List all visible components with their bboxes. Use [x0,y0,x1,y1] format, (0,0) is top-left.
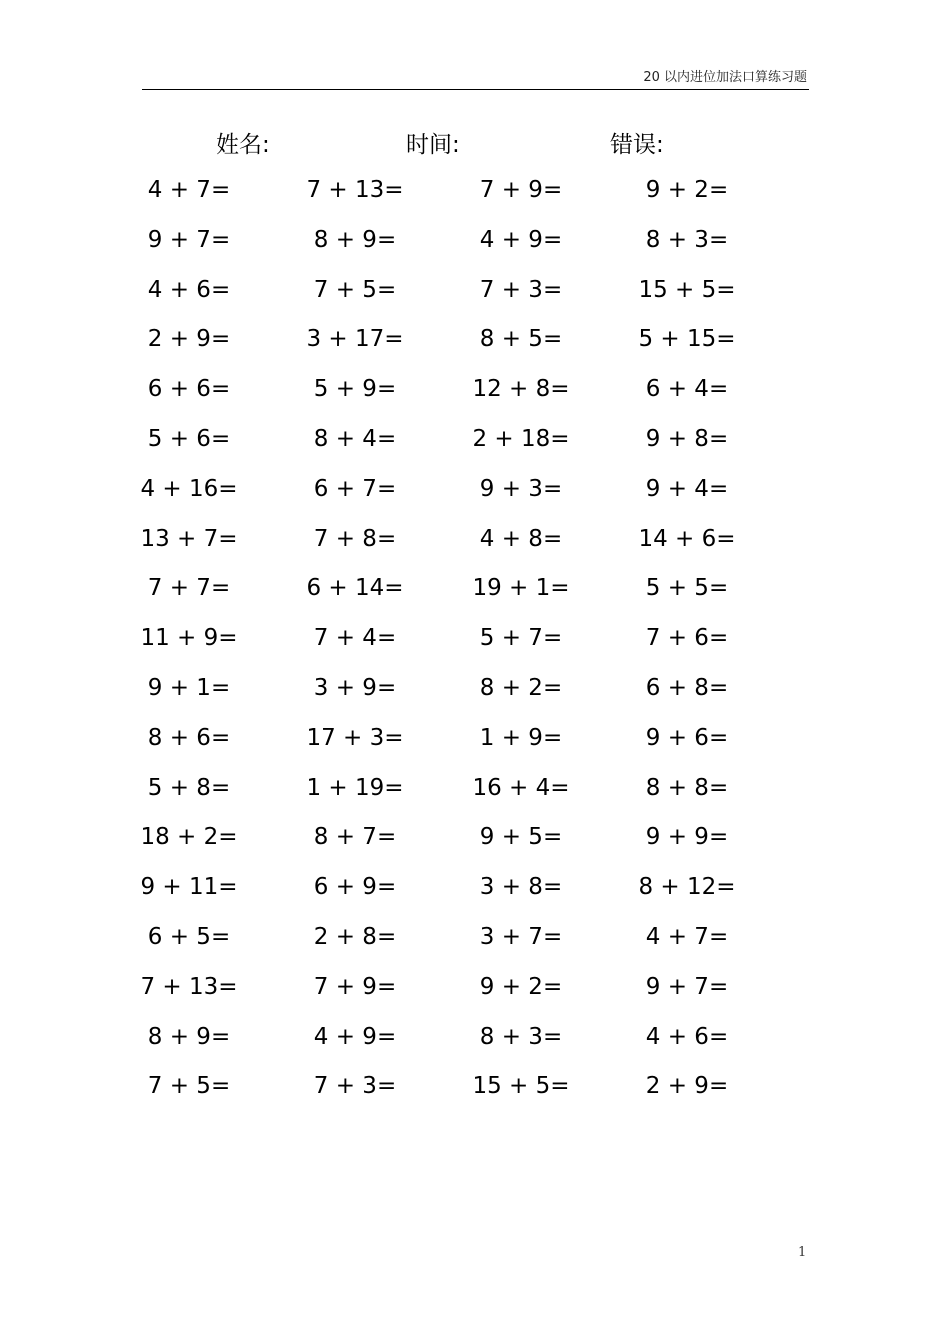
problem-item: 6 + 8= [645,674,729,701]
problem-grid [0,166,950,1112]
problem-row [0,863,950,913]
problem-item: 9 + 2= [645,177,729,203]
problem-item: 6 + 9= [313,874,397,901]
problem-item: 7 + 5= [313,276,397,303]
problem-row [0,365,950,415]
problem-row [0,664,950,714]
name-label: 姓名: [216,132,270,158]
problem-item: 2 + 8= [313,923,397,950]
errors-label: 错误: [610,132,664,158]
problem-row [0,216,950,266]
problem-item: 6 + 5= [147,923,231,950]
problem-item: 19 + 1= [472,575,570,602]
problem-item: 1 + 9= [479,724,563,751]
problem-item: 3 + 17= [306,326,404,353]
problem-item: 8 + 3= [645,226,729,253]
problem-item: 1 + 19= [306,774,404,801]
problem-item: 3 + 7= [479,923,563,950]
problem-item: 15 + 5= [472,1073,570,1100]
problem-row [0,564,950,614]
problem-item: 8 + 12= [638,874,736,901]
problem-item: 7 + 5= [147,1073,231,1100]
problem-item: 7 + 13= [306,177,404,203]
problem-item: 4 + 8= [479,525,563,552]
problem-item: 11 + 9= [140,625,238,652]
problem-item: 5 + 8= [147,774,231,801]
problem-item: 7 + 3= [313,1073,397,1100]
problem-item: 9 + 11= [140,874,238,901]
problem-row [0,266,950,316]
problem-item: 17 + 3= [306,724,404,751]
problem-item: 2 + 9= [645,1073,729,1100]
problem-item: 3 + 9= [313,674,397,701]
problem-item: 12 + 8= [472,376,570,403]
problem-item: 9 + 3= [479,475,563,502]
problem-item: 3 + 8= [479,874,563,901]
problem-item: 8 + 9= [147,1023,231,1050]
problem-item: 4 + 7= [645,923,729,950]
problem-item: 6 + 14= [306,575,404,602]
problem-row [0,1062,950,1112]
problem-row [0,1013,950,1063]
problem-item: 9 + 2= [479,973,563,1000]
problem-item: 9 + 7= [147,226,231,253]
problem-item: 16 + 4= [472,774,570,801]
problem-item: 2 + 9= [147,326,231,353]
problem-item: 9 + 7= [645,973,729,1000]
problem-row [0,913,950,963]
problem-item: 14 + 6= [638,525,736,552]
problem-row [0,614,950,664]
problem-item: 8 + 6= [147,724,231,751]
header-divider [142,89,809,90]
problem-item: 7 + 9= [479,177,563,203]
problem-item: 9 + 8= [645,425,729,452]
problem-item: 2 + 18= [472,425,570,452]
problem-row [0,963,950,1013]
problem-item: 4 + 6= [147,276,231,303]
problem-item: 6 + 4= [645,376,729,403]
problem-row [0,166,950,216]
problem-item: 13 + 7= [140,525,238,552]
problem-row [0,465,950,515]
problem-item: 9 + 4= [645,475,729,502]
worksheet-header-title: 20 以内进位加法口算练习题 [643,70,807,85]
problem-item: 9 + 5= [479,824,563,851]
problem-item: 5 + 6= [147,425,231,452]
problem-item: 7 + 4= [313,625,397,652]
problem-item: 4 + 9= [313,1023,397,1050]
problem-item: 7 + 3= [479,276,563,303]
problem-item: 8 + 5= [479,326,563,353]
problem-row [0,764,950,814]
problem-item: 7 + 13= [140,973,238,1000]
problem-item: 5 + 15= [638,326,736,353]
problem-item: 15 + 5= [638,276,736,303]
problem-item: 4 + 7= [147,177,231,203]
problem-item: 7 + 6= [645,625,729,652]
problem-item: 9 + 1= [147,674,231,701]
problem-item: 6 + 6= [147,376,231,403]
problem-item: 8 + 3= [479,1023,563,1050]
problem-item: 5 + 5= [645,575,729,602]
problem-row [0,515,950,565]
problem-item: 9 + 9= [645,824,729,851]
problem-item: 8 + 9= [313,226,397,253]
problem-item: 5 + 9= [313,376,397,403]
problem-item: 8 + 8= [645,774,729,801]
problem-item: 4 + 6= [645,1023,729,1050]
page-number: 1 [798,1245,807,1260]
problem-row [0,415,950,465]
problem-item: 8 + 4= [313,425,397,452]
problem-item: 6 + 7= [313,475,397,502]
time-label: 时间: [406,132,460,158]
problem-item: 7 + 9= [313,973,397,1000]
problem-item: 18 + 2= [140,824,238,851]
problem-item: 4 + 16= [140,475,238,502]
problem-item: 8 + 7= [313,824,397,851]
problem-row [0,813,950,863]
problem-item: 7 + 8= [313,525,397,552]
problem-item: 4 + 9= [479,226,563,253]
problem-item: 9 + 6= [645,724,729,751]
problem-item: 8 + 2= [479,674,563,701]
problem-item: 7 + 7= [147,575,231,602]
problem-row [0,315,950,365]
problem-item: 5 + 7= [479,625,563,652]
problem-row [0,714,950,764]
